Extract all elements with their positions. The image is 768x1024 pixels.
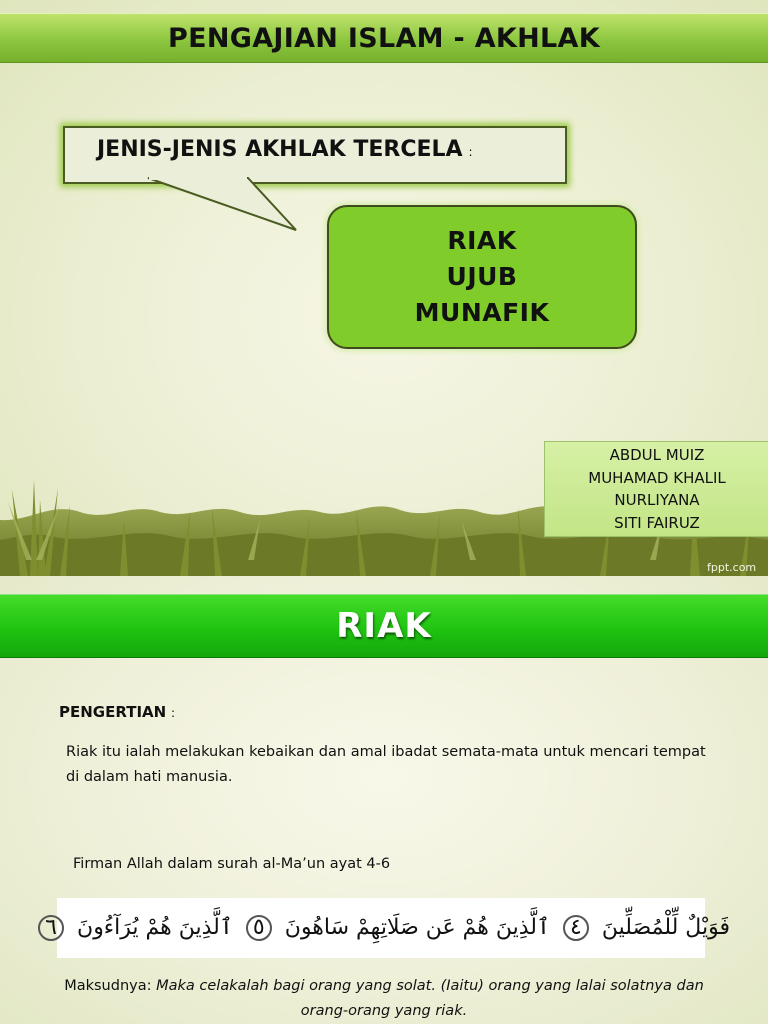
arabic-verse bbox=[32, 915, 730, 941]
callout-heading-text: JENIS-JENIS AKHLAK TERCELA bbox=[97, 137, 463, 162]
authors-box bbox=[544, 441, 768, 537]
akhlak-types-box bbox=[327, 205, 637, 349]
slide-title: PENGAJIAN ISLAM - AKHLAK bbox=[168, 22, 600, 54]
pengertian-label: PENGERTIAN bbox=[59, 703, 167, 721]
slide-2 bbox=[0, 576, 768, 1024]
verse-5: ٱلَّذِينَ هُمْ عَن صَلَاتِهِمْ سَاهُونَ bbox=[284, 915, 550, 940]
slide-title: RIAK bbox=[336, 606, 432, 646]
callout-tail bbox=[140, 176, 310, 236]
verse-6: ٱلَّذِينَ هُمْ يُرَآءُونَ bbox=[77, 915, 233, 940]
watermark: fppt.com bbox=[707, 561, 757, 574]
meaning-text bbox=[60, 974, 708, 1024]
firman-text: Firman Allah dalam surah al-Ma’un ayat 4-6 bbox=[73, 856, 391, 872]
verse-4: فَوَيْلٌ لِّلْمُصَلِّينَ bbox=[601, 915, 730, 940]
meaning-label: Maksudnya: bbox=[64, 978, 152, 994]
author-name: NURLIYANA bbox=[614, 491, 700, 510]
callout-colon: : bbox=[468, 145, 473, 159]
author-name: ABDUL MUIZ bbox=[609, 446, 705, 465]
pengertian-colon: : bbox=[171, 706, 176, 720]
ayah-marker-icon: ٦ bbox=[38, 915, 64, 941]
title-bar bbox=[0, 594, 768, 658]
type-item: UJUB bbox=[446, 262, 518, 291]
ayah-marker-icon: ٥ bbox=[246, 915, 272, 941]
type-item: RIAK bbox=[447, 226, 517, 255]
meaning-translation: Maka celakalah bagi orang yang solat. (Iaitu) orang yang lalai solatnya dan orang-orang yang riak. bbox=[156, 978, 704, 1019]
title-bar bbox=[0, 13, 768, 63]
type-item: MUNAFIK bbox=[414, 298, 550, 327]
callout-heading bbox=[97, 137, 473, 162]
author-name: SITI FAIRUZ bbox=[614, 513, 700, 532]
quran-verse-image bbox=[45, 898, 730, 958]
author-name: MUHAMAD KHALIL bbox=[588, 468, 726, 487]
definition-text: Riak itu ialah melakukan kebaikan dan amal ibadat semata-mata untuk mencari tempat di dalam hati manusia. bbox=[66, 744, 706, 785]
pengertian-heading bbox=[59, 703, 175, 721]
ayah-marker-icon: ٤ bbox=[563, 915, 589, 941]
